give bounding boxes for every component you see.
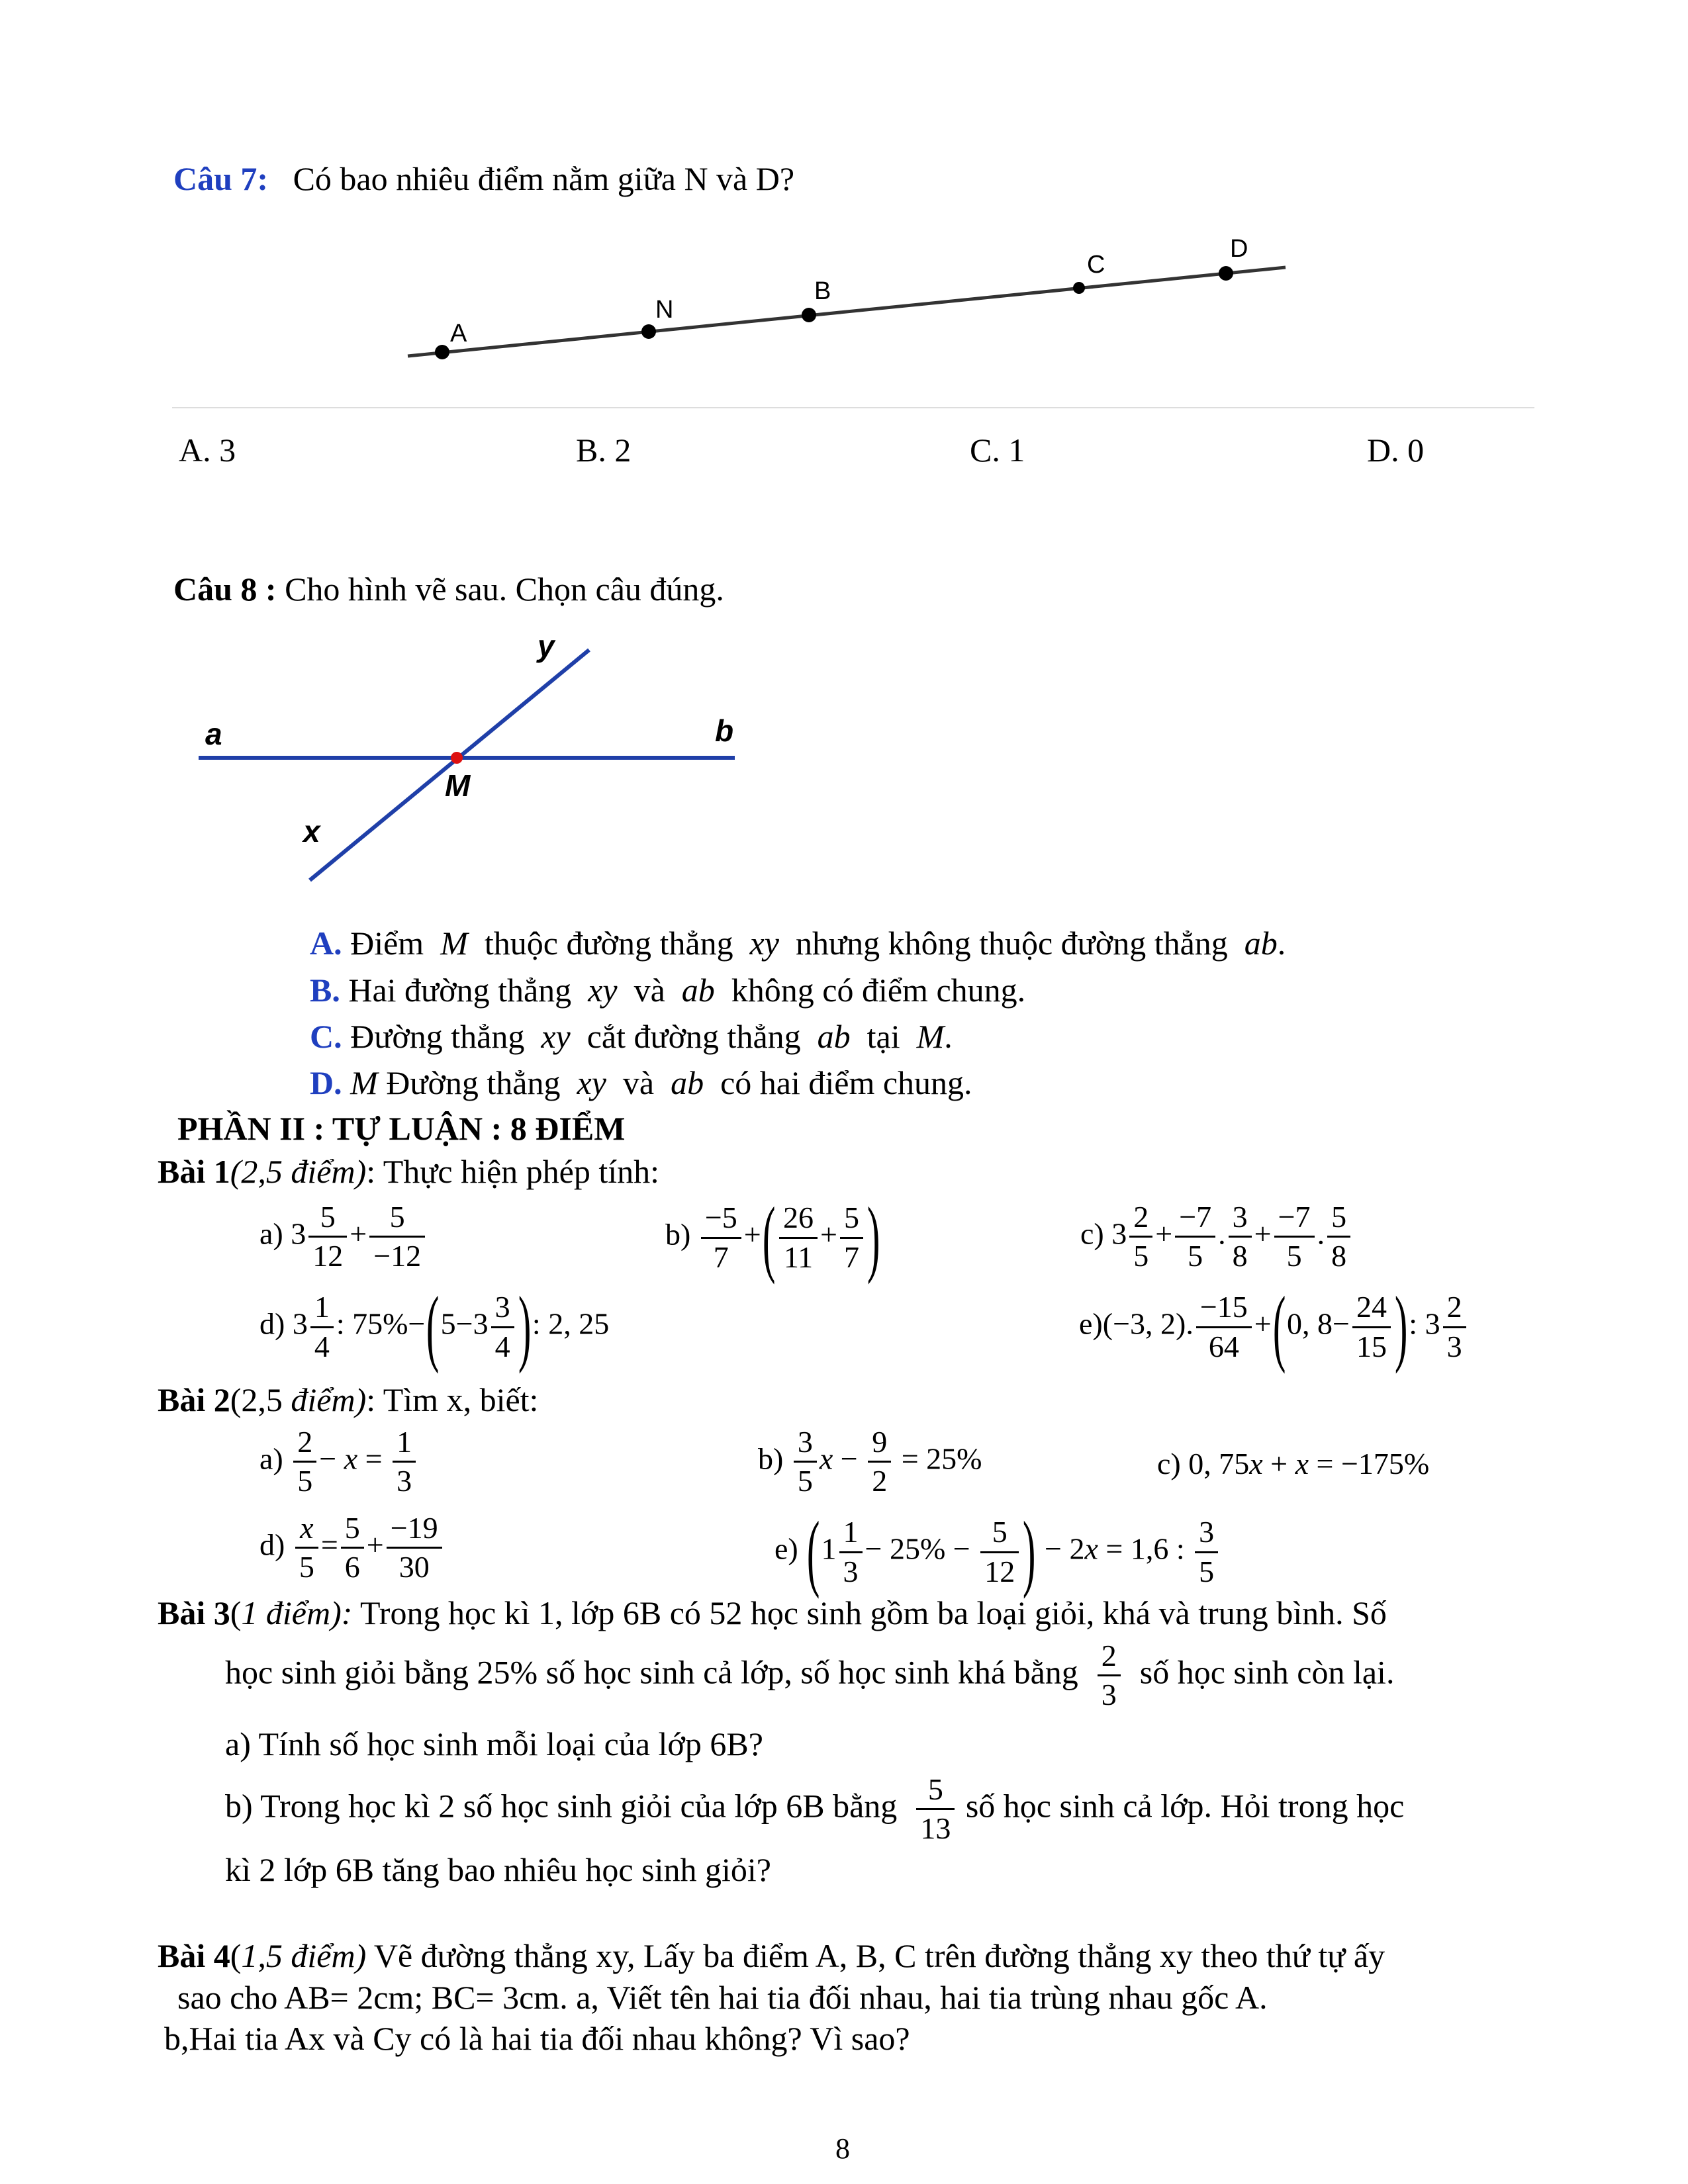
bai1-expr-c: c) 3 $\frac{2}{5}$ + $\frac{-7}{5}$ . $\frac{3}{8}$ + $\frac{-7}{5}$ . $\frac{5}{8}$: [1080, 1201, 1353, 1273]
q8-label-y: y: [538, 629, 555, 663]
q7-label-n: N: [655, 296, 674, 324]
q7-label-b: B: [814, 277, 831, 305]
q7-option-d: D. 0: [1367, 432, 1425, 469]
bai1-expr-e: e)(−3, 2). $\frac{-15}{64}$ +(0, 8− $\frac{24}{15}$ ): 3 $\frac{2}{3}$: [1079, 1284, 1469, 1370]
q8-option-c: C. Đường thẳng xy cắt đường thẳng ab tại M.: [310, 1018, 953, 1055]
bai4-line3: b,Hai tia Ax và Cy có là hai tia đối nhau không? Vì sao?: [164, 2020, 910, 2057]
q7-option-a: A. 3: [179, 432, 236, 469]
bai1-expr-b: b) $\frac{-5}{7}$ +( $\frac{26}{11}$ + $\frac{5}{7}$ ): [665, 1190, 880, 1285]
bai3-line1: Bài 3(1 điểm): Trong học kì 1, lớp 6B có 52 học sinh gồm ba loại giỏi, khá và trung bình. Số: [158, 1594, 1387, 1631]
q8-label-b: b: [715, 713, 734, 748]
q8-label: Câu 8 :: [173, 570, 277, 608]
q7-label-d: D: [1230, 235, 1248, 263]
q7-question: [173, 162, 794, 195]
q8-option-a: A. Điểm M thuộc đường thẳng xy nhưng không thuộc đường thẳng ab.: [310, 925, 1286, 962]
q8-label-a: a: [205, 717, 222, 751]
bai2-expr-a: a) $\frac{2}{5}$ − x = $\frac{1}{3}$: [259, 1426, 418, 1498]
q8-figure: [192, 629, 761, 893]
q8-question: [173, 572, 724, 606]
page-number: 8: [835, 2132, 850, 2165]
part2-heading: PHẦN II : TỰ LUẬN : 8 ĐIỂM: [177, 1110, 626, 1147]
q7-divider: [172, 407, 1534, 408]
q8-text: Cho hình vẽ sau. Chọn câu đúng.: [285, 570, 724, 608]
bai3-question-a: a) Tính số học sinh mỗi loại của lớp 6B?: [225, 1725, 763, 1762]
q8-line-xy: [310, 650, 589, 880]
bai3-line2: học sinh giỏi bằng 25% số học sinh cả lớp, số học sinh khá bằng $\frac{2}{3}$ số học sinh còn lại.: [225, 1639, 1395, 1712]
q7-label: Câu 7:: [173, 160, 269, 197]
bai2-expr-e: e) (1 $\frac{1}{3}$ − 25% − $\frac{5}{12}$ ) − 2x = 1,6 : $\frac{3}{5}$: [774, 1509, 1221, 1595]
bai2-expr-d: d) $\frac{x}{5}$ = $\frac{5}{6}$ + $\frac{-19}{30}$: [259, 1512, 445, 1584]
q8-label-x: x: [303, 814, 320, 848]
q8-option-d: D. M Đường thẳng xy và ab có hai điểm chung.: [310, 1064, 972, 1101]
bai4-line2: sao cho AB= 2cm; BC= 3cm. a, Viết tên hai tia đối nhau, hai tia trùng nhau gốc A.: [177, 1979, 1268, 2016]
q7-option-b: B. 2: [576, 432, 632, 469]
q7-label-a: A: [450, 320, 467, 347]
bai3-question-b: b) Trong học kì 2 số học sinh giỏi của lớp 6B bằng $\frac{5}{13}$ số học sinh cả lớp. Hỏi trong học: [225, 1772, 1405, 1846]
q7-point-b: [802, 308, 816, 322]
bai4-line1: Bài 4(1,5 điểm) Vẽ đường thẳng xy, Lấy ba điểm A, B, C trên đường thẳng xy theo thứ tự ấy: [158, 1937, 1385, 1974]
q8-option-b: B. Hai đường thẳng xy và ab không có điểm chung.: [310, 972, 1026, 1009]
q8-point-m: [451, 752, 463, 764]
q7-point-d: [1219, 266, 1233, 281]
q7-option-c: C. 1: [970, 432, 1025, 469]
q8-label-m: M: [445, 768, 471, 803]
q7-text: Có bao nhiêu điểm nằm giữa N và D?: [293, 160, 795, 197]
q7-point-n: [641, 324, 656, 339]
q7-point-a: [435, 345, 449, 359]
bai2-expr-b: b) $\frac{3}{5}$ x − $\frac{9}{2}$ = 25%: [758, 1425, 982, 1498]
q7-line: [408, 267, 1286, 356]
q7-figure: [391, 225, 1304, 371]
bai1-expr-a: a) 3 $\frac{5}{12}$ + $\frac{5}{-12}$: [259, 1201, 428, 1273]
q7-point-c: [1073, 282, 1085, 294]
bai3-question-b-cont: kì 2 lớp 6B tăng bao nhiêu học sinh giỏi?: [225, 1851, 771, 1888]
bai2-heading: Bài 2(2,5 điểm): Tìm x, biết:: [158, 1381, 539, 1418]
bai1-heading: Bài 1(2,5 điểm): Thực hiện phép tính:: [158, 1153, 660, 1190]
q7-label-c: C: [1087, 251, 1105, 279]
bai2-expr-c: c) 0, 75x + x = −175%: [1157, 1447, 1430, 1480]
bai1-expr-d: d) 3 $\frac{1}{4}$ : 75%−(5−3 $\frac{3}{4}$ ): 2, 25: [259, 1279, 610, 1375]
